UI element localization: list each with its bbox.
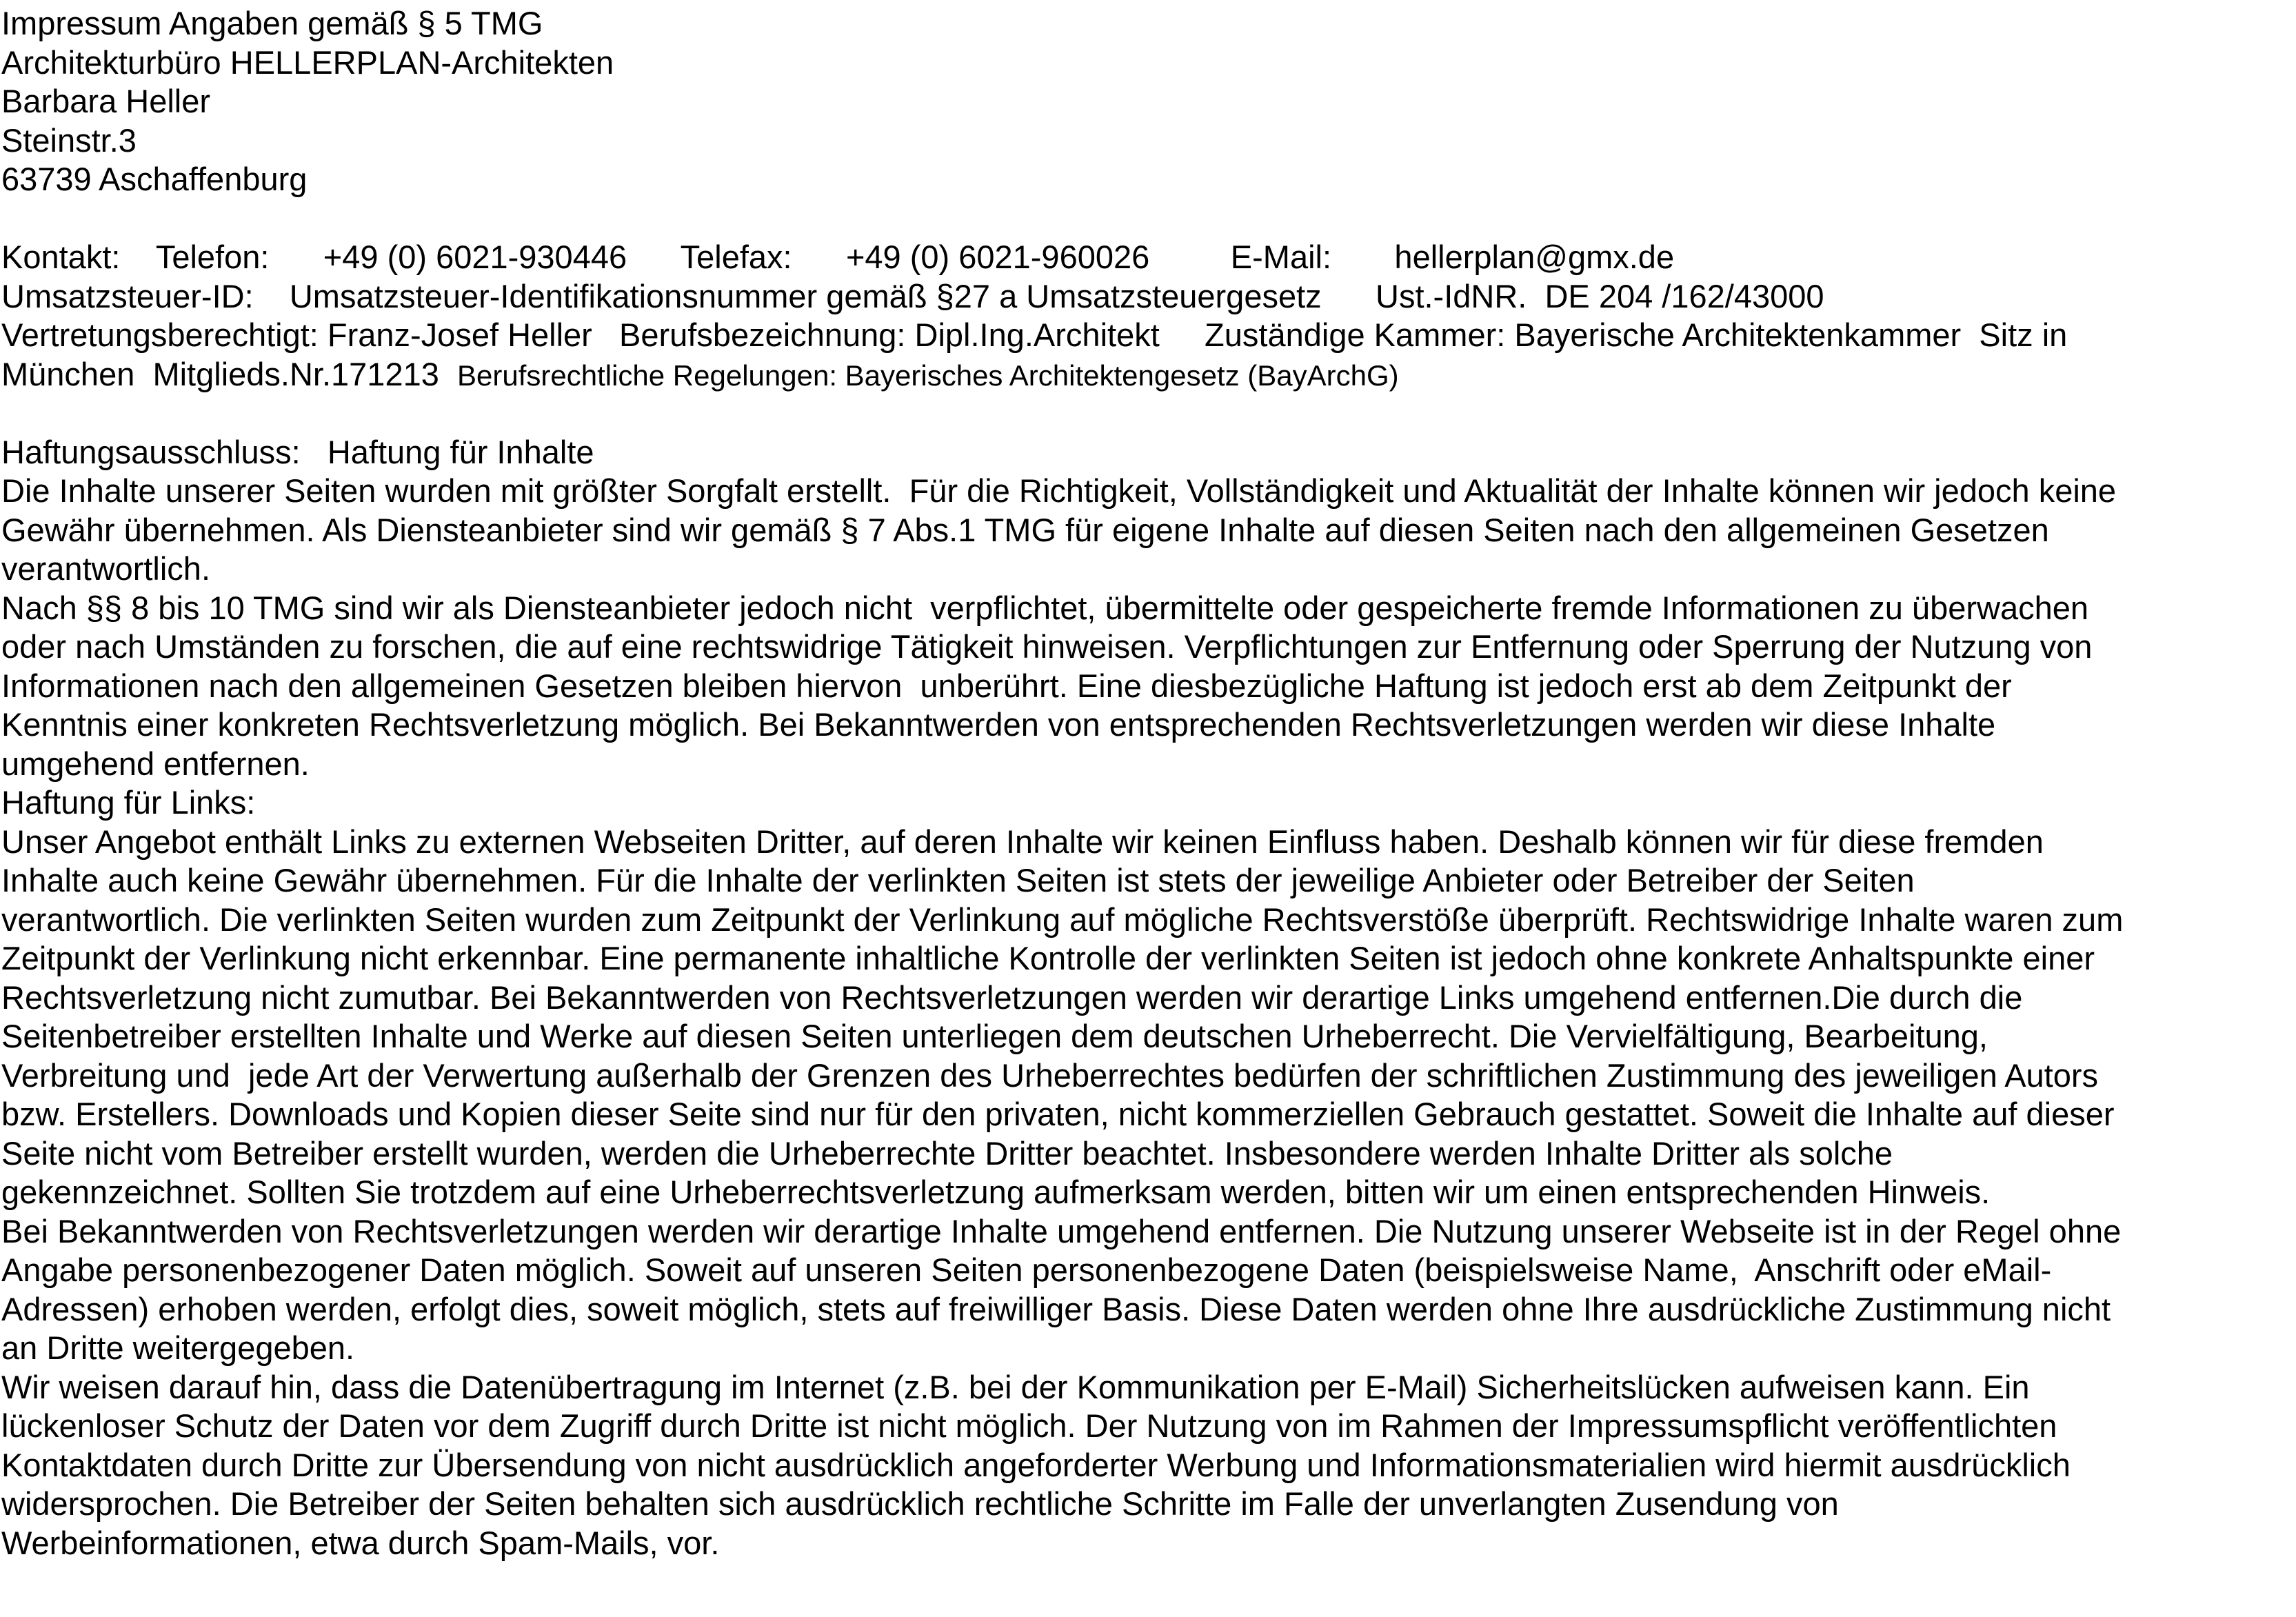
- disclaimer-line: gekennzeichnet. Sollten Sie trotzdem auf eine Urheberrechtsverletzung aufmerksam werden, bitten wir um einen entsprechenden Hinweis.: [1, 1174, 1991, 1210]
- disclaimer-line: verantwortlich. Die verlinkten Seiten wurden zum Zeitpunkt der Verlinkung auf mögliche Rechtsverstöße überprüft. Rechtswidrige Inhalte waren zum: [1, 901, 2124, 938]
- spacer: [1, 199, 2290, 239]
- disclaimer-line: Bei Bekanntwerden von Rechtsverletzungen werden wir derartige Inhalte umgehend entfernen. Die Nutzung unserer Webseite ist in der Regel ohne: [1, 1212, 2122, 1249]
- contact-line: Kontakt: Telefon: +49 (0) 6021-930446 Telefax: +49 (0) 6021-960026 E-Mail: hellerplan@gmx.de: [1, 239, 1675, 275]
- disclaimer-line: Haftung für Links:: [1, 784, 256, 821]
- disclaimer-line: an Dritte weitergegeben.: [1, 1329, 355, 1366]
- tax-id-line: Umsatzsteuer-ID: Umsatzsteuer-Identifikationsnummer gemäß §27 a Umsatzsteuergesetz Ust.-IdNR. DE 204 /162/43000: [1, 277, 1824, 314]
- disclaimer-line: Gewähr übernehmen. Als Diensteanbieter sind wir gemäß § 7 Abs.1 TMG für eigene Inhalte auf diesen Seiten nach den allgemeinen Gesetzen: [1, 511, 2049, 548]
- disclaimer-line: Wir weisen darauf hin, dass die Datenübertragung im Internet (z.B. bei der Kommunikation per E-Mail) Sicherheitslücken aufweisen kann. Ein: [1, 1368, 2030, 1405]
- disclaimer-line: bzw. Erstellers. Downloads und Kopien dieser Seite sind nur für den privaten, nicht kommerziellen Gebrauch gestattet. Soweit die Inhalte auf dieser: [1, 1096, 2115, 1132]
- disclaimer-line: Seitenbetreiber erstellten Inhalte und Werke auf diesen Seiten unterliegen dem deutschen Urheberrecht. Die Vervielfältigung, Bearbeitung,: [1, 1018, 1988, 1054]
- disclaimer-body: [1, 433, 2290, 1563]
- disclaimer-line: widersprochen. Die Betreiber der Seiten behalten sich ausdrücklich rechtliche Schritte im Falle der unverlangten Zusendung von: [1, 1485, 1839, 1522]
- disclaimer-line: Werbeinformationen, etwa durch Spam-Mails, vor.: [1, 1524, 720, 1561]
- disclaimer-line: Inhalte auch keine Gewähr übernehmen. Für die Inhalte der verlinkten Seiten ist stets der jeweilige Anbieter oder Betreiber der Seiten: [1, 862, 1915, 898]
- disclaimer-line: verantwortlich.: [1, 550, 210, 587]
- disclaimer-line: lückenloser Schutz der Daten vor dem Zugriff durch Dritte ist nicht möglich. Der Nutzung von im Rahmen der Impressumspflicht veröffentlichten: [1, 1407, 2057, 1444]
- disclaimer-line: Adressen) erhoben werden, erfolgt dies, soweit möglich, stets auf freiwilliger Basis. Diese Daten werden ohne Ihre ausdrückliche Zustimmung nicht: [1, 1290, 2111, 1327]
- disclaimer-line: oder nach Umständen zu forschen, die auf eine rechtswidrige Tätigkeit hinweisen. Verpflichtungen zur Entfernung oder Sperrung der Nutzung von: [1, 628, 2093, 665]
- disclaimer-line: Nach §§ 8 bis 10 TMG sind wir als Diensteanbieter jedoch nicht verpflichtet, übermittelte oder gespeicherte fremde Informationen zu überwachen: [1, 589, 2089, 626]
- person-name: Barbara Heller: [1, 83, 211, 119]
- disclaimer-line: Unser Angebot enthält Links zu externen Webseiten Dritter, auf deren Inhalte wir keinen Einfluss haben. Deshalb können wir für diese fremden: [1, 823, 2044, 860]
- disclaimer-line: Zeitpunkt der Verlinkung nicht erkennbar. Eine permanente inhaltliche Kontrolle der verlinkten Seiten ist jedoch ohne konkrete Anhaltspunkte einer: [1, 940, 2095, 976]
- representative-line: Vertretungsberechtigt: Franz-Josef Heller Berufsbezeichnung: Dipl.Ing.Architekt Zuständige Kammer: Bayerische Architektenkammer Sitz in: [1, 317, 2068, 353]
- membership-line: [1, 355, 2290, 394]
- disclaimer-line: Die Inhalte unserer Seiten wurden mit größter Sorgfalt erstellt. Für die Richtigkeit, Vollständigkeit und Aktualität der Inhalte können wir jedoch keine: [1, 472, 2117, 509]
- city-address: 63739 Aschaffenburg: [1, 161, 308, 197]
- disclaimer-line: Verbreitung und jede Art der Verwertung außerhalb der Grenzen des Urheberrechtes bedürfen der schriftlichen Zustimmung des jeweiligen Autors: [1, 1056, 2099, 1094]
- impressum-title: Impressum Angaben gemäß § 5 TMG: [1, 5, 543, 41]
- disclaimer-line: Seite nicht vom Betreiber erstellt wurden, werden die Urheberrechte Dritter beachtet. Insbesondere werden Inhalte Dritter als solche: [1, 1134, 1893, 1172]
- disclaimer-line: Rechtsverletzung nicht zumutbar. Bei Bekanntwerden von Rechtsverletzungen werden wir derartige Links umgehend entfernen.Die durch die: [1, 978, 2023, 1016]
- disclaimer-line: Kontaktdaten durch Dritte zur Übersendung von nicht ausdrücklich angeforderter Werbung und Informationsmaterialien wird hiermit ausdrücklich: [1, 1446, 2071, 1483]
- disclaimer-line: umgehend entfernen.: [1, 745, 310, 782]
- impressum-text: [1, 4, 2290, 1563]
- disclaimer-line: Angabe personenbezogener Daten möglich. Soweit auf unseren Seiten personenbezogene Daten (beispielsweise Name, Anschrift oder eMail-: [1, 1252, 2052, 1288]
- disclaimer-line: Haftungsausschluss: Haftung für Inhalte: [1, 433, 594, 470]
- disclaimer-line: Informationen nach den allgemeinen Gesetzen bleiben hiervon unberührt. Eine diesbezügliche Haftung ist jedoch erst ab dem Zeitpunkt der: [1, 667, 2012, 704]
- street-address: Steinstr.3: [1, 121, 137, 159]
- disclaimer-line: Kenntnis einer konkreten Rechtsverletzung möglich. Bei Bekanntwerden von entsprechenden Rechtsverletzungen werden wir diese Inhalte: [1, 706, 1996, 743]
- membership-number: München Mitglieds.Nr.171213: [1, 355, 457, 392]
- spacer: [1, 394, 2290, 433]
- company-name: Architekturbüro HELLERPLAN-Architekten: [1, 43, 614, 81]
- professional-rules: Berufsrechtliche Regelungen: Bayerisches Architektengesetz (BayArchG): [456, 359, 1399, 392]
